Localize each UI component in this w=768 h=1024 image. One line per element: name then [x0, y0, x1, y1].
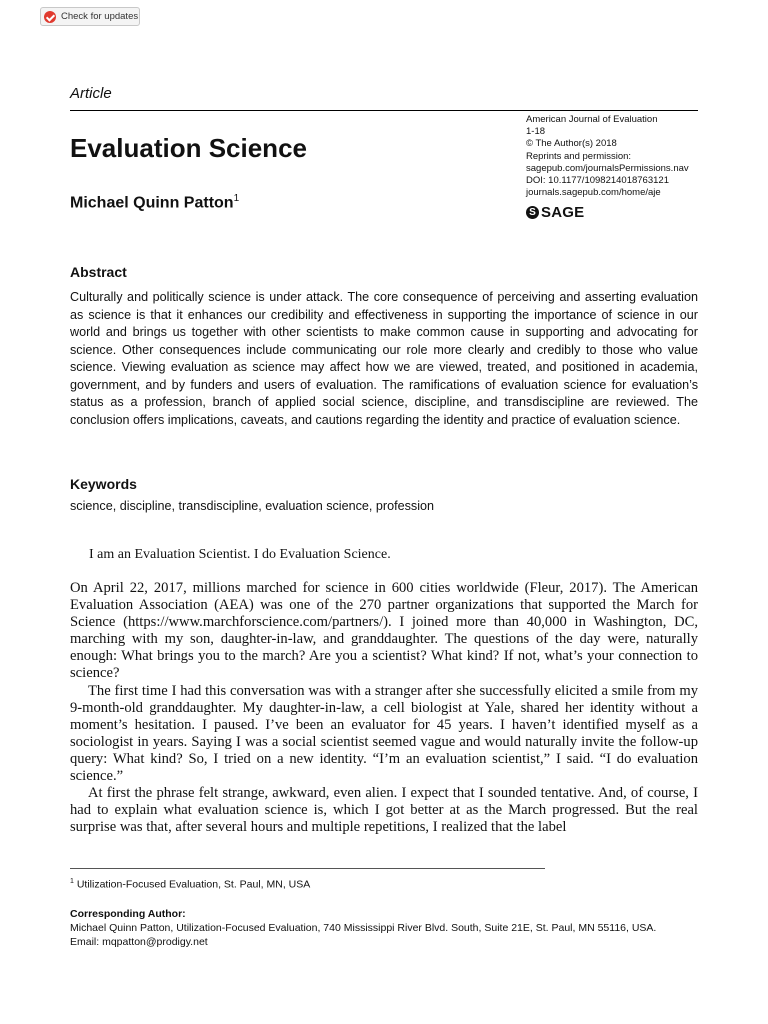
check-for-updates-badge[interactable]: [40, 7, 140, 26]
sage-logo-text: SAGE: [541, 204, 585, 221]
journal-permissions-link[interactable]: sagepub.com/journalsPermissions.nav: [526, 162, 689, 174]
journal-info: [526, 114, 689, 199]
check-for-updates-label: Check for updates: [61, 11, 139, 22]
epigraph: I am an Evaluation Scientist. I do Evaluation Science.: [89, 547, 391, 562]
journal-reprints: Reprints and permission:: [526, 150, 632, 162]
footnote-affiliation: [70, 878, 310, 891]
journal-homepage-link[interactable]: journals.sagepub.com/home/aje: [526, 187, 661, 199]
article-title: Evaluation Science: [70, 133, 307, 163]
body-paragraph: On April 22, 2017, millions marched for science in 600 cities worldwide (Fleur, 2017). The American Evaluation Association (AEA) was one of the 270 partner organizations that supported the March for Science (https://www.marchforscience.com/partners/). I joined more than 40,000 in Washington, DC, marching with my son, daughter-in-law, and granddaughter. The questions of the day were, naturally enough: What brings you to the march? Are you a scientist? What kind? If not, what’s your connection to science?: [70, 580, 698, 682]
header-divider: [70, 110, 698, 111]
abstract-text: Culturally and politically science is under attack. The core consequence of perceiving and asserting evaluation as science is that it enhances our credibility and effectiveness in supporting the importance of science in our world and brings us together with other scientists to make common cause in supporting and advocating for science. Other consequences include communicating our role more clearly and credibly to those who value science. Viewing evaluation as science may affect how we are viewed, treated, and positioned in academia, government, and by funders and users of evaluation. The ramifications of evaluation science for evaluation’s status as a profession, branch of applied social science, discipline, and transdiscipline are reviewed. The conclusion offers implications, caveats, and cautions regarding the identity and practice of evaluation science.: [70, 290, 698, 427]
body-text: [70, 580, 698, 836]
author-line: [70, 193, 239, 212]
body-paragraph: The first time I had this conversation was with a stranger after she successfully elicited a smile from my 9-month-old granddaughter. My daughter-in-law, a cell biologist at Yale, shared her identity without a moment’s hesitation. I paused. I’ve been an evaluator for 45 years. I haven’t identified myself as a sociologist in years. Saying I was a social scientist seemed vague and would naturally invite the follow-up query: What kind? So, I tried on a new identity. “I’m an evaluation scientist,” I said. “I do evaluation science.”: [70, 682, 698, 785]
footnote-divider: [70, 868, 545, 869]
footnote-marker: 1: [70, 878, 74, 885]
corresponding-author-email[interactable]: Email: mqpatton@prodigy.net: [70, 936, 208, 948]
keywords-heading: Keywords: [70, 476, 137, 492]
author-affiliation-marker: 1: [233, 193, 240, 204]
sage-logo: [526, 204, 584, 221]
article-type-label: Article: [70, 85, 112, 102]
journal-copyright: © The Author(s) 2018: [526, 138, 617, 150]
journal-name: American Journal of Evaluation: [526, 114, 658, 125]
journal-doi[interactable]: DOI: 10.1177/1098214018763121: [526, 175, 669, 187]
abstract-heading: Abstract: [70, 264, 127, 280]
author-name: Michael Quinn Patton: [70, 194, 234, 212]
affiliation-text: Utilization-Focused Evaluation, St. Paul, MN, USA: [76, 878, 311, 891]
journal-pages: 1-18: [526, 126, 546, 138]
sage-logo-icon: S: [526, 206, 539, 219]
corresponding-author-address: Michael Quinn Patton, Utilization-Focused Evaluation, 740 Mississippi River Blvd. South, Suite 21E, St. Paul, MN 55116, USA.: [70, 922, 657, 934]
check-updates-icon: [44, 11, 56, 23]
corresponding-author-heading: Corresponding Author:: [70, 908, 186, 920]
keywords-text: science, discipline, transdiscipline, evaluation science, profession: [70, 499, 435, 513]
body-paragraph: At first the phrase felt strange, awkward, even alien. I expect that I sounded tentative. And, of course, I had to explain what evaluation science is, which I got better at as the March progressed. But the real surprise was that, after several hours and multiple repetitions, I realized that the label: [70, 785, 698, 836]
